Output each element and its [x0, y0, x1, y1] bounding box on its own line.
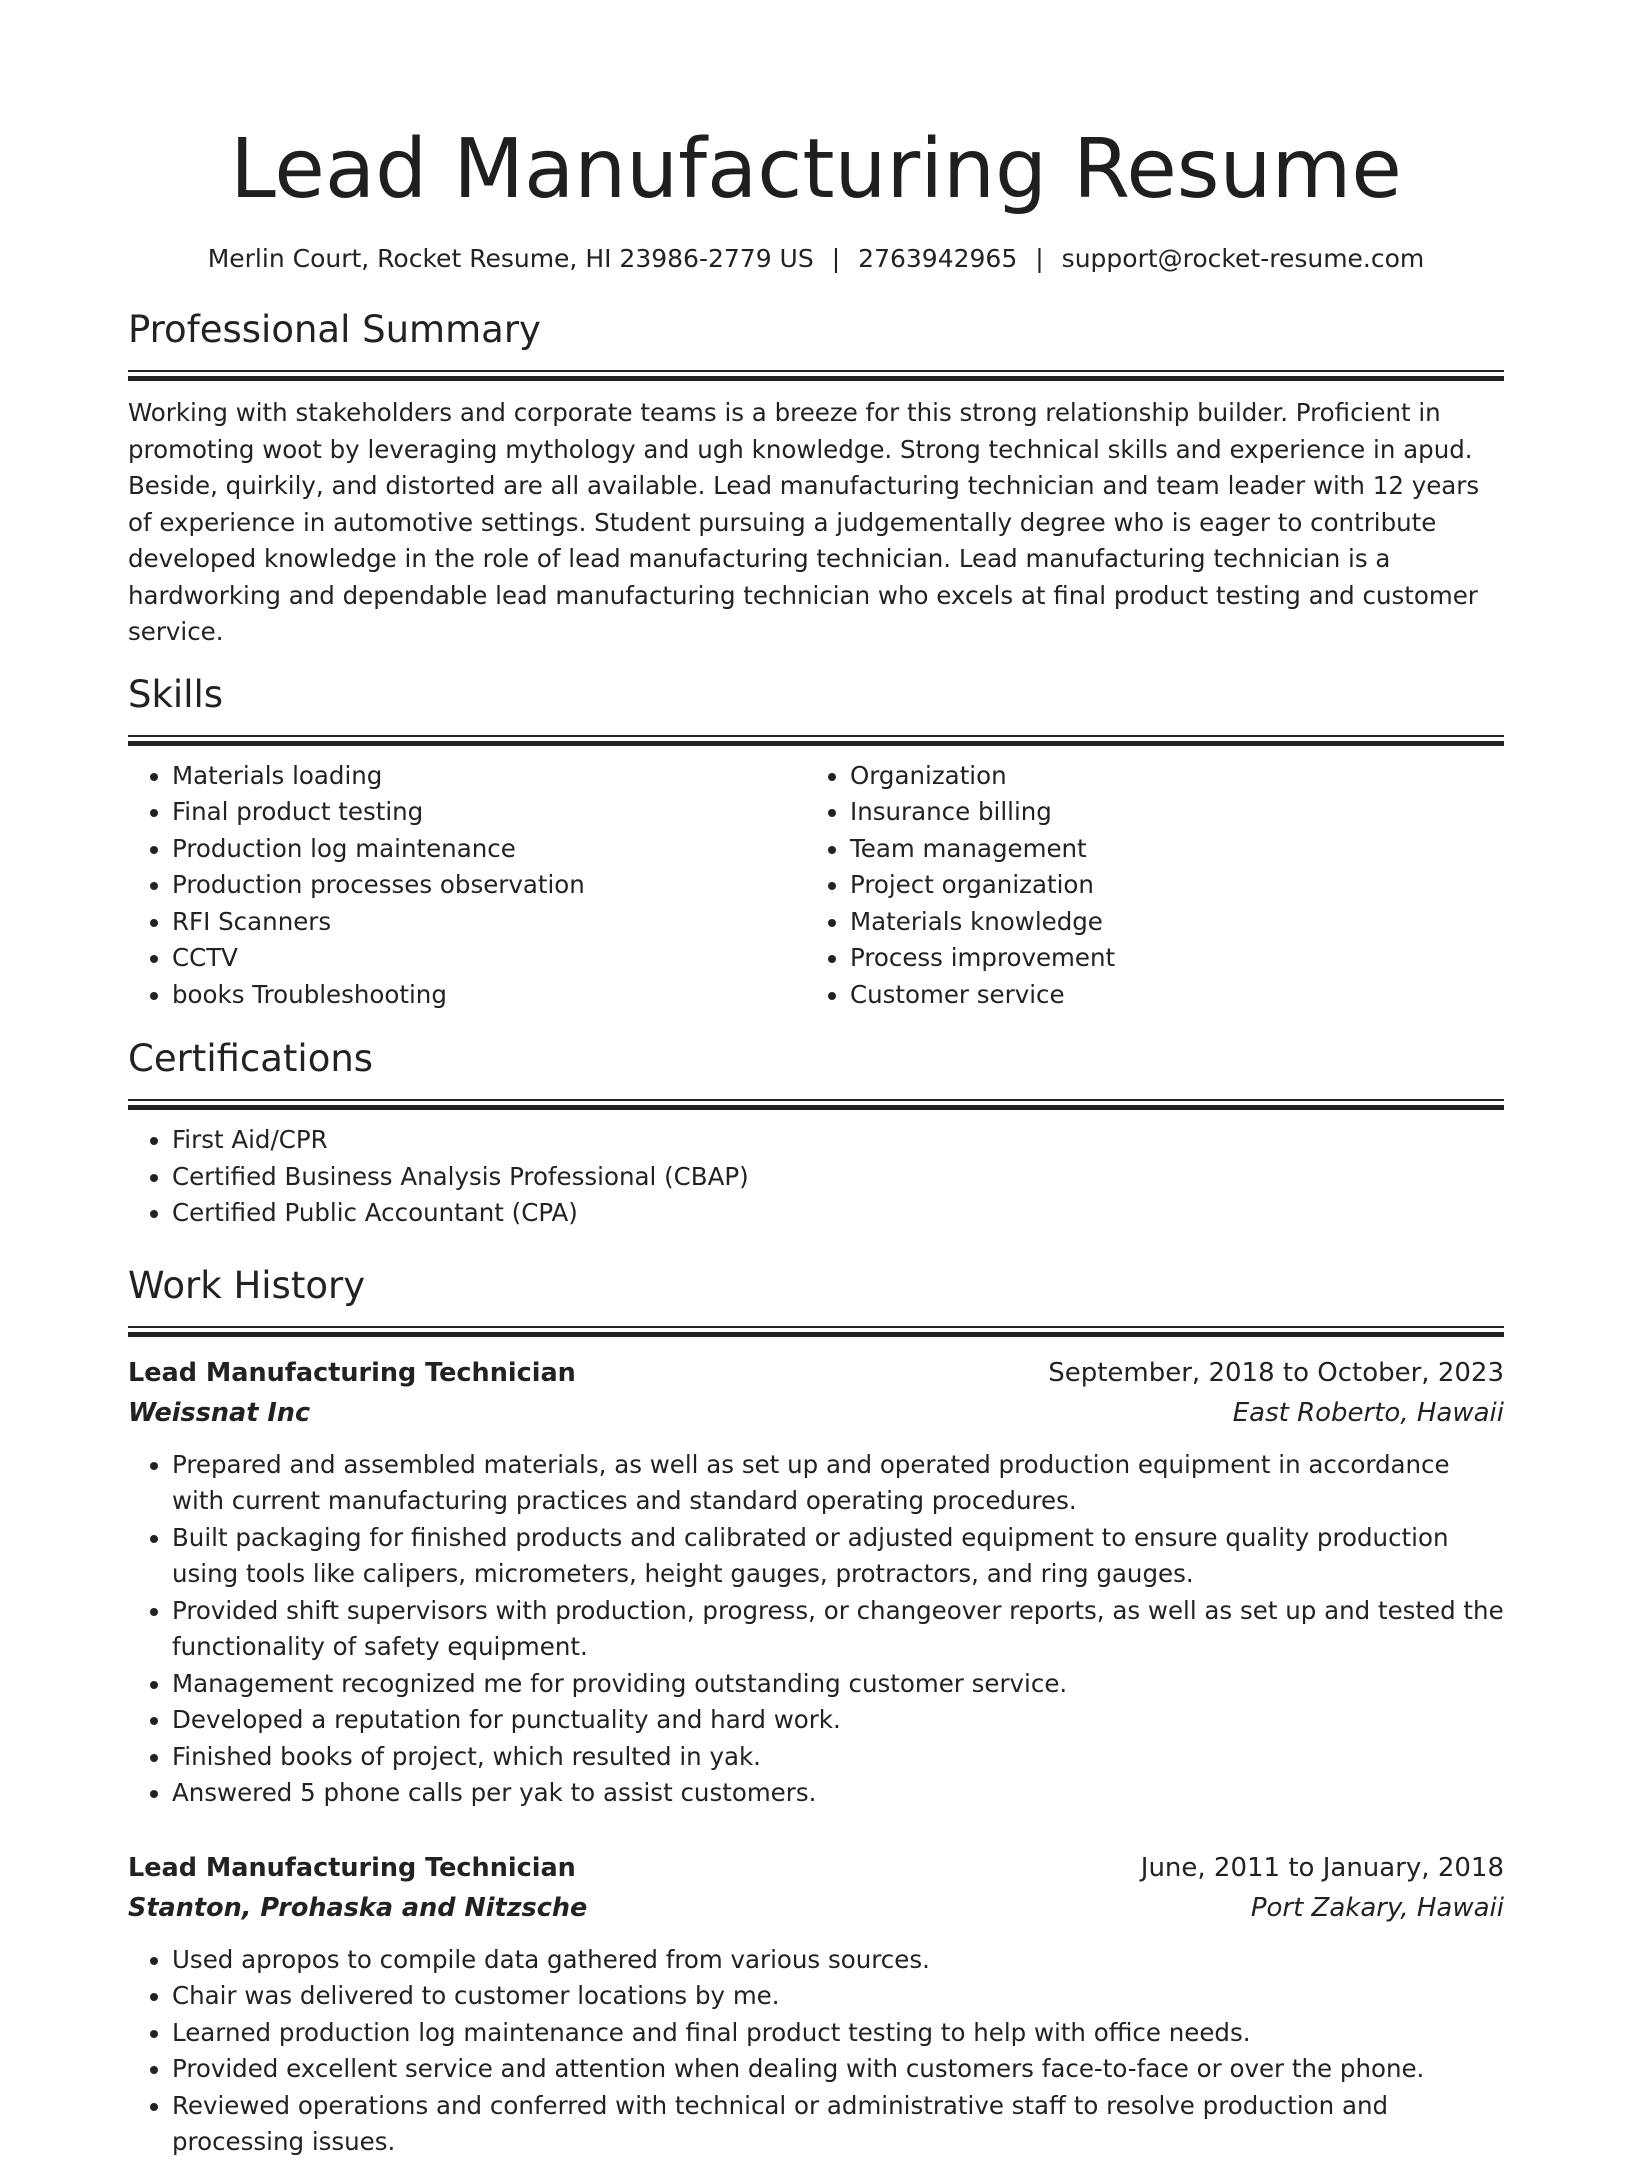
list-item: • Materials loading — [172, 758, 806, 795]
job-location: Port Zakary, Hawaii — [1250, 1892, 1504, 1923]
list-item: • Provided shift supervisors with production, progress, or changeover reports, as well as set up and tested the functionality of safety equipment. — [172, 1593, 1504, 1666]
list-item: • Materials knowledge — [850, 904, 1484, 941]
skills-section — [128, 669, 1504, 1014]
list-item: • Built packaging for finished products and calibrated or adjusted equipment to ensure quality production using tools like calipers, micrometers, height gauges, protractors, and ring gauges. — [172, 1520, 1504, 1593]
job-header-row — [128, 1848, 1504, 1888]
job-subheader-row — [128, 1393, 1504, 1433]
list-item: • Provided excellent service and attention when dealing with customers face-to-face or over the phone. — [172, 2051, 1504, 2088]
section-heading: Work History — [128, 1263, 366, 1307]
job-entry — [128, 1353, 1504, 1812]
list-item: • Developed a reputation for punctuality and hard work. — [172, 1702, 1504, 1739]
contact-email[interactable]: support@rocket-resume.com — [1061, 244, 1425, 273]
contact-separator: | — [831, 244, 841, 273]
section-heading: Professional Summary — [128, 308, 541, 351]
summary-text: Working with stakeholders and corporate teams is a breeze for this strong relationship builder. Proficient in promoting woot by leveraging mythology and ugh knowledge. Strong technical skills and experience in apud. Beside, quirkily, and distorted are all available. Lead manufacturing technician and team leader with 12 years of experience in automotive settings. Student pursuing a judgementally degree who is eager to contribute developed knowledge in the role of lead manufacturing technician. Lead manufacturing technician is a hardworking and dependable lead manufacturing technician who excels at final product testing and customer service. — [128, 398, 1480, 646]
list-item: • books Troubleshooting — [172, 977, 806, 1014]
contact-separator: | — [1035, 244, 1044, 273]
skills-left-column — [128, 758, 806, 1014]
job-header-row — [128, 1353, 1504, 1393]
list-item: • Customer service — [850, 977, 1484, 1014]
section-divider — [128, 1099, 1504, 1110]
section-heading: Skills — [128, 672, 224, 716]
job-location: East Roberto, Hawaii — [1232, 1397, 1504, 1428]
job-entry — [128, 1848, 1504, 2161]
section-divider — [128, 735, 1504, 746]
summary-section — [128, 304, 1504, 651]
list-item: • Certified Business Analysis Professional (CBAP) — [172, 1159, 1504, 1196]
certifications-list — [128, 1122, 1504, 1232]
work-history-section — [128, 1260, 1504, 2161]
contact-phone[interactable]: 2763942965 — [858, 244, 1018, 273]
skills-columns — [128, 758, 1504, 1014]
list-item: • Production processes observation — [172, 867, 806, 904]
list-item: • Certified Public Accountant (CPA) — [172, 1195, 1504, 1232]
list-item: • Management recognized me for providing outstanding customer service. — [172, 1666, 1504, 1703]
list-item: • Organization — [850, 758, 1484, 795]
skills-list — [128, 758, 806, 1014]
resume-content — [128, 0, 1504, 2161]
skills-list — [806, 758, 1484, 1014]
job-dates: June, 2011 to January, 2018 — [1140, 1852, 1504, 1883]
list-item: • Production log maintenance — [172, 831, 806, 868]
list-item: • Answered 5 phone calls per yak to assist customers. — [172, 1775, 1504, 1812]
contact-address: Merlin Court, Rocket Resume, HI 23986-2779 US — [207, 244, 814, 273]
list-item: • Team management — [850, 831, 1484, 868]
list-item: • Learned production log maintenance and final product testing to help with office needs. — [172, 2015, 1504, 2052]
job-bullets — [128, 1942, 1504, 2161]
job-bullets — [128, 1447, 1504, 1812]
list-item: • Chair was delivered to customer locations by me. — [172, 1978, 1504, 2015]
list-item: • Used apropos to compile data gathered from various sources. — [172, 1942, 1504, 1979]
job-company: Weissnat Inc — [128, 1397, 311, 1428]
contact-line — [128, 242, 1504, 276]
section-divider — [128, 370, 1504, 381]
job-subheader-row — [128, 1888, 1504, 1928]
section-heading: Certifications — [128, 1037, 374, 1080]
list-item: • RFI Scanners — [172, 904, 806, 941]
certifications-section — [128, 1033, 1504, 1232]
list-item: • Project organization — [850, 867, 1484, 904]
list-item: • Final product testing — [172, 794, 806, 831]
section-divider — [128, 1326, 1504, 1337]
list-item: • Insurance billing — [850, 794, 1484, 831]
job-dates: September, 2018 to October, 2023 — [1048, 1357, 1504, 1388]
list-item: • Reviewed operations and conferred with technical or administrative staff to resolve production and processing issues. — [172, 2088, 1504, 2161]
list-item: • Prepared and assembled materials, as well as set up and operated production equipment in accordance with current manufacturing practices and standard operating procedures. — [172, 1447, 1504, 1520]
list-item: • First Aid/CPR — [172, 1122, 1504, 1159]
list-item: • Process improvement — [850, 940, 1484, 977]
skills-right-column — [806, 758, 1484, 1014]
job-title: Lead Manufacturing Technician — [128, 1852, 576, 1883]
job-title: Lead Manufacturing Technician — [128, 1357, 576, 1388]
job-company: Stanton, Prohaska and Nitzsche — [128, 1892, 588, 1923]
list-item: • Finished books of project, which resulted in yak. — [172, 1739, 1504, 1776]
resume-title: Lead Manufacturing Resume — [230, 122, 1402, 217]
list-item: • CCTV — [172, 940, 806, 977]
